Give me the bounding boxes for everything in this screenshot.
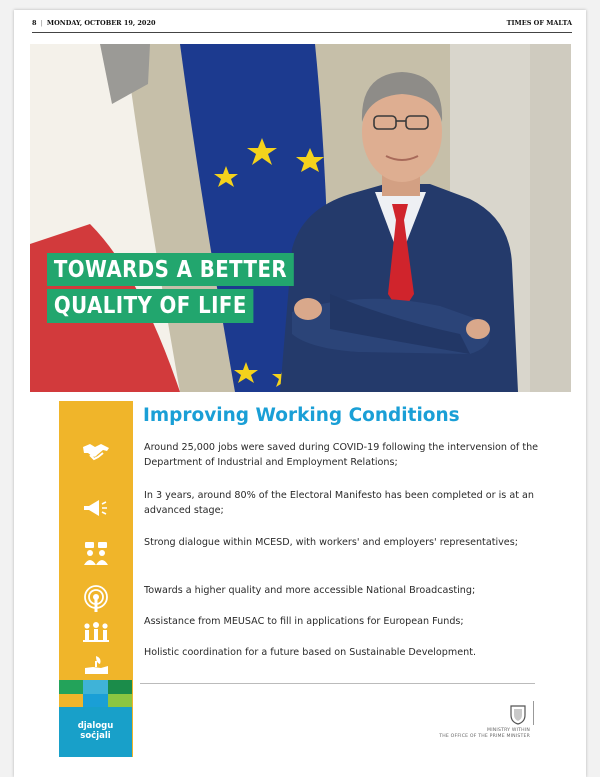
list-item: In 3 years, around 80% of the Electoral Manifesto has been completed or is at an advanced stage; [144,490,535,516]
list-item: Towards a higher quality and more accessible National Broadcasting; [144,585,476,596]
hero-photo-illustration [30,44,571,392]
list-item: Around 25,000 jobs were saved during COVID-19 following the intervension of the Department of Industrial and Employment Relations; [144,442,539,468]
issue-date: MONDAY, OCTOBER 19, 2020 [46,19,156,27]
hand-plant-icon [59,654,132,679]
color-blocks [59,680,132,708]
malta-crest-icon [508,703,528,725]
ministry-credit: MINISTRY WITHIN THE OFFICE OF THE PRIME MINISTER [439,728,530,740]
section-title: Improving Working Conditions [143,405,460,426]
headline-line-1: TOWARDS A BETTER [47,253,294,286]
divider [140,683,535,684]
publication-name: TIMES OF MALTA [506,19,572,27]
handshake-icon [59,441,132,466]
icon-sidebar [59,401,133,757]
group-people-icon [59,621,132,646]
page-number: 8 [32,19,37,27]
list-item: Assistance from MEUSAC to fill in applications for European Funds; [144,616,464,627]
hero-photo [30,44,571,392]
dialogue-people-icon [59,541,132,570]
crest-divider [533,701,534,725]
list-item: Strong dialogue within MCESD, with workers' and employers' representatives; [144,537,518,548]
header-left: 8 | MONDAY, OCTOBER 19, 2020 [32,19,156,27]
djalogu-socjali-logo: djalogu soċjali [77,721,114,742]
broadcast-icon [59,585,132,616]
sidebar-logo-block [59,707,132,757]
headline-line-2: QUALITY OF LIFE [47,289,254,322]
page-header [32,14,572,33]
headline [47,253,334,326]
list-item: Holistic coordination for a future based on Sustainable Development. [144,647,477,658]
megaphone-icon [59,497,132,522]
